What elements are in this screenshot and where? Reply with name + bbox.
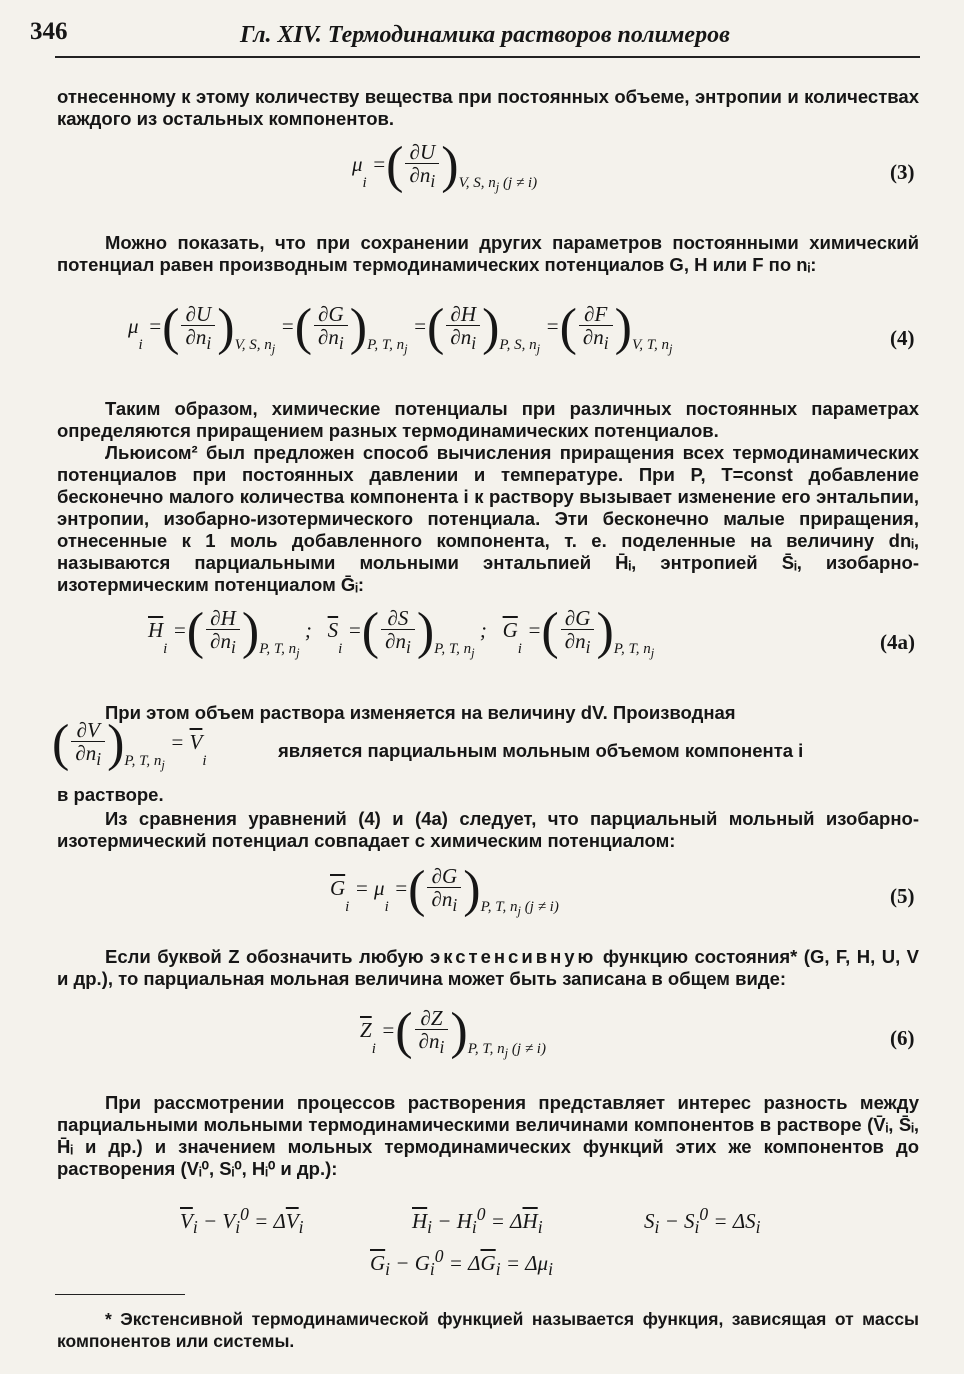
header-rule	[55, 56, 920, 58]
footnote-rule	[55, 1294, 185, 1295]
paragraph-6: Из сравнения уравнений (4) и (4а) следует, что парциальный мольный изобарно-изотермический потенциал совпадает с химическим потенциалом:	[57, 808, 919, 851]
equation-3-number: (3)	[890, 160, 915, 184]
equation-5: $\overline{G}_i = \mu_i$ =( $\frac{\partial G}{\partial n_i}$ )$_{P, T, n_j (j \ne i)}$	[330, 861, 559, 918]
paragraph-5a: При этом объем раствора изменяется на величину dV. Производная	[105, 702, 736, 723]
paragraph-5b: является парциальным мольным объемом компонента i	[278, 740, 804, 761]
equation-6-number: (6)	[890, 1026, 915, 1050]
equation-4a-number: (4а)	[880, 630, 915, 654]
equation-6: $\overline{Z}_i$ =( $\frac{\partial Z}{\partial n_i}$ )$_{P, T, n_j (j \ne i)}$	[360, 1003, 546, 1060]
paragraph-7-end: функцию состояния* (G, F, H, U, V и др.), то парциальная мольная величина может быть записана в общем виде:	[57, 946, 920, 989]
paragraph-7	[57, 946, 919, 990]
equation-potential-difference: $\overline{G}_i - G_i^0 = \Delta\overline{G}_i = \Delta\mu_i$	[370, 1246, 553, 1280]
equation-4-number: (4)	[890, 326, 915, 350]
page-number: 346	[30, 18, 68, 45]
paragraph-1: отнесенному к этому количеству вещества при постоянных объеме, энтропии и количествах каждого из остальных компонентов.	[57, 86, 919, 129]
paragraph-4: Льюисом² был предложен способ вычисления приращения всех термодинамических потенциалов при постоянных давлении и температуре. При P, T=const добавление бесконечно малого количества компонента i к раствору вызывает изменение его энтальпии, энтропии, изобарно-изотермического потенциала. Эти бесконечно малые приращения, отнесенные к 1 моль добавленного компонента, т. е. поделенные на величину dnᵢ, называются парциальными мольными энтальпией H̄ᵢ, энтропией S̄ᵢ, изобарно-изотермическим потенциалом Ḡᵢ:	[57, 442, 919, 595]
paragraph-7-emphasis: экстенсивную	[430, 946, 597, 967]
equation-4: $\mu_i$ =( $\frac{\partial U}{\partial n_i}$ )$_{V, S, n_j}$ =( $\frac{\partial G}{\partial n_i}$ )$_{P, T, n_j}$ =( $\frac{\partial H}{\partial n_i}$ )$_{P, S, n_j}$ =( $\frac{\partial F}{\partial n_i}$ )$_{V, T, n_j}$	[128, 299, 673, 356]
equation-partial-volume: ( $\frac{\partial V}{\partial n_i}$ )$_{P, T, n_j} = \overline{V}_i$	[52, 715, 207, 772]
equation-4a: $\overline{H}_i$ =( $\frac{\partial H}{\partial n_i}$ )$_{P, T, n_j}$ ; $\overline{S}_i$ =( $\frac{\partial S}{\partial n_i}$ )$_{P, T, n_j}$ ; $\overline{G}_i$ =( $\frac{\partial G}{\partial n_i}$ )$_{P, T, n_j}$	[148, 603, 655, 660]
paragraph-7-start: Если буквой Z обозначить любую	[105, 946, 424, 967]
equation-3: $\mu_i$ =( $\frac{\partial U}{\partial n_i}$ )$_{V, S, n_j (j \ne i)}$	[352, 137, 538, 194]
running-title: Гл. XIV. Термодинамика растворов полимеров	[240, 22, 730, 48]
equation-5-number: (5)	[890, 884, 915, 908]
equation-enthalpy-difference: $\overline{H}_i - H_i^0 = \Delta\overline{H}_i$	[412, 1204, 543, 1238]
paragraph-8: При рассмотрении процессов растворения представляет интерес разность между парциальными мольными термодинамическими величинами компонентов в растворе (V̄ᵢ, S̄ᵢ, H̄ᵢ и др.) и значением мольных термодинамических функций этих же компонентов до растворения (Vᵢ⁰, Sᵢ⁰, Hᵢ⁰ и др.):	[57, 1092, 919, 1179]
paragraph-3: Таким образом, химические потенциалы при различных постоянных параметрах определяются приращением разных термодинамических потенциалов.	[57, 398, 919, 441]
paragraph-5c: в растворе.	[57, 784, 164, 805]
paragraph-2: Можно показать, что при сохранении других параметров постоянными химический потенциал равен производным термодинамических потенциалов G, H или F по nᵢ:	[57, 232, 919, 275]
equation-entropy-difference: $S_i - S_i^0 = \Delta S_i$	[644, 1204, 761, 1238]
footnote: * Экстенсивной термодинамической функцией называется функция, зависящая от массы компонентов или системы.	[57, 1309, 919, 1351]
equation-volume-difference: $\overline{V}_i - V_i^0 = \Delta\overline{V}_i$	[180, 1204, 304, 1238]
